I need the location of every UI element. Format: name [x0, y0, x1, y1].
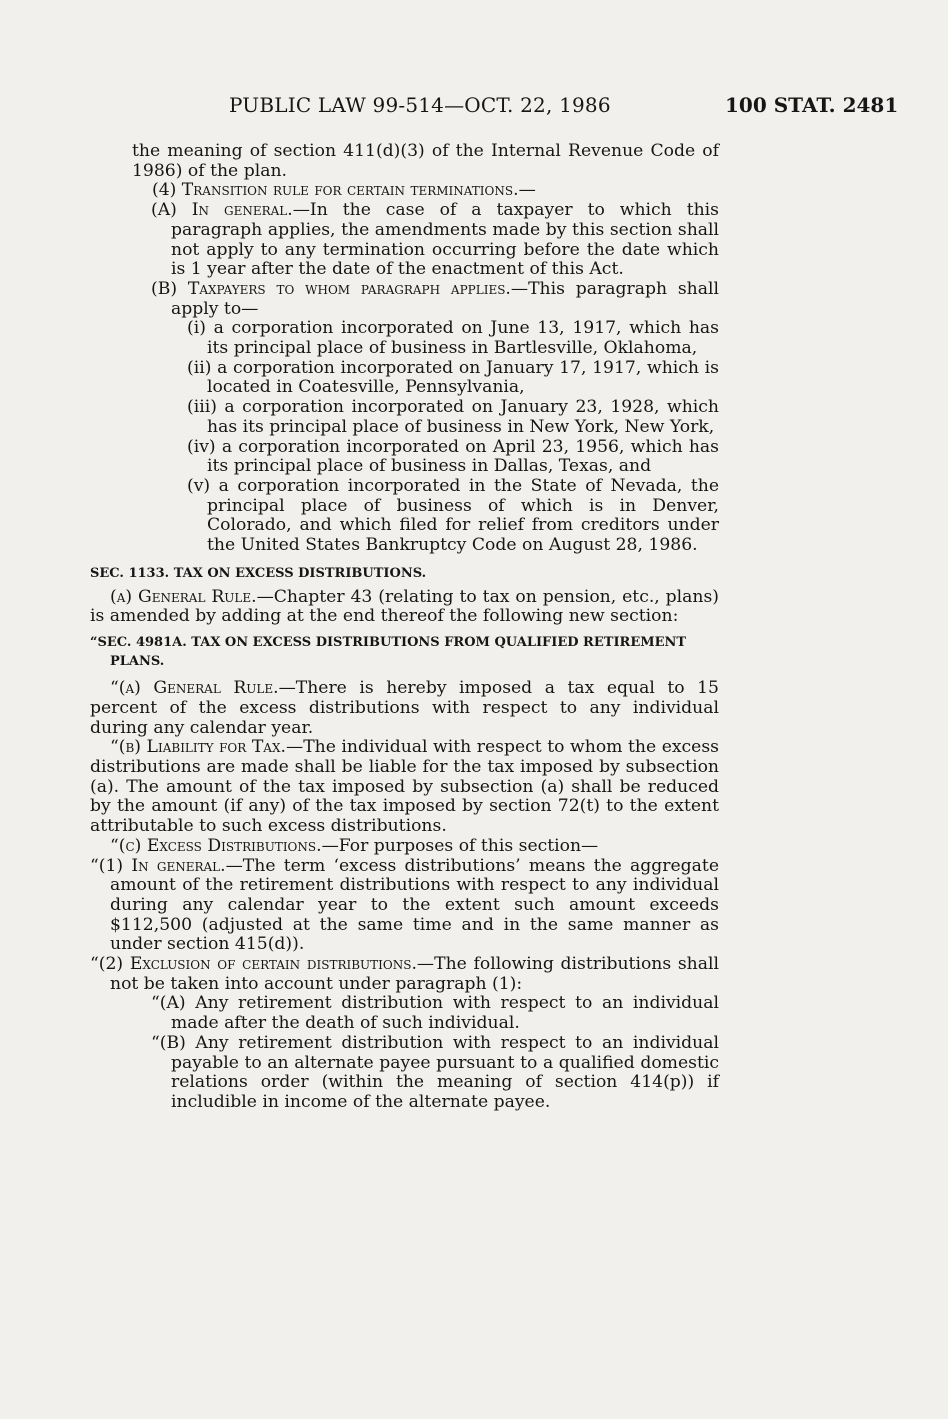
section-1133-a [0, 588, 948, 627]
statute-page-number: 100 STAT. 2481 [725, 93, 899, 117]
paragraph-continuation: the meaning of section 411(d)(3) of the Internal Revenue Code of 1986) of the plan. [132, 141, 719, 181]
section-4981a-b [0, 738, 948, 837]
section-4981a-c-1 [0, 857, 948, 956]
section-4981a-b-body: —The individual with respect to whom the excess distributions are made shall be liable for the tax imposed by subsection (a). The amount of the tax imposed by subsection (a) shall be reduced by the amount (if any) of the tax imposed by section 72(t) to the extent attributable to such excess distributions. [90, 737, 719, 837]
subparagraph-a-heading: (A) In general. [151, 200, 293, 221]
subparagraph-a [0, 201, 948, 280]
section-4981a-a [0, 679, 948, 738]
section-1133-a-body: —Chapter 43 (relating to tax on pension, etc., plans) is amended by adding at the end thereof the following new section: [90, 586, 720, 627]
section-4981a-c [0, 837, 948, 857]
section-4981a-c-1-heading: “(1) In general. [90, 855, 226, 876]
section-1133-a-heading: (a) General Rule. [110, 586, 257, 607]
subparagraph-b-heading: (B) Taxpayers to whom paragraph applies. [151, 278, 511, 299]
subparagraph-b [0, 280, 948, 319]
section-4981a-c-body: —For purposes of this section— [321, 835, 599, 856]
section-4981a-a-body: —There is hereby imposed a tax equal to 15 percent of the excess distributions with respect to any individual during any calendar year. [90, 678, 719, 738]
page-header [0, 93, 948, 127]
section-4981a-c-2-a: “(A) Any retirement distribution with respect to an individual made after the death of such individual. [151, 993, 719, 1034]
section-4981a-c-2-heading: “(2) Exclusion of certain distributions. [90, 954, 417, 975]
section-4981a-c-2 [0, 955, 948, 994]
paragraph-4-heading-text: (4) Transition rule for certain terminations.— [152, 180, 536, 201]
section-4981a-heading: “SEC. 4981A. TAX ON EXCESS DISTRIBUTIONS FROM QUALIFIED RETIREMENT PLANS. [90, 635, 687, 670]
section-4981a-b-heading: “(b) Liability for Tax. [110, 737, 286, 758]
section-4981a-c-2-body: —The following distributions shall not be taken into account under paragraph (1): [110, 954, 719, 994]
clause-iv: (iv) a corporation incorporated on April 23, 1956, which has its principal place of business in Dallas, Texas, and [187, 436, 719, 477]
page-body [0, 142, 948, 1113]
section-4981a-a-heading: “(a) General Rule. [110, 678, 279, 699]
section-4981a-c-1-body: —The term ‘excess distributions’ means the aggregate amount of the retirement distributions with respect to any individual during any calendar year to the extent such amount exceeds $112,500 (adjusted at the same time and in the same manner as under section 415(d)). [110, 855, 720, 955]
running-head-title: PUBLIC LAW 99-514—OCT. 22, 1986 [229, 93, 611, 117]
subparagraph-a-body: —In the case of a taxpayer to which this paragraph applies, the amendments made by this section shall not apply to any termination occurring before the date which is 1 year after the date of the enactment of this Act. [171, 200, 719, 280]
section-4981a-c-heading: “(c) Excess Distributions. [110, 835, 322, 856]
section-1133-heading: SEC. 1133. TAX ON EXCESS DISTRIBUTIONS. [90, 565, 427, 581]
subparagraph-b-body: —This paragraph shall apply to— [171, 278, 719, 319]
clause-iii: (iii) a corporation incorporated on January 23, 1928, which has its principal place of business in New York, New York, [187, 397, 719, 437]
clause-i: (i) a corporation incorporated on June 13, 1917, which has its principal place of business in Bartlesville, Oklahoma, [187, 318, 719, 359]
paragraph-4-heading [0, 181, 948, 201]
section-4981a-c-2-b: “(B) Any retirement distribution with respect to an individual payable to an alternate payee pursuant to a qualified domestic relations order (within the meaning of section 414(p)) if includible in income of the alternate payee. [151, 1032, 719, 1112]
clause-v: (v) a corporation incorporated in the State of Nevada, the principal place of business of which is in Denver, Colorado, and which filed for relief from creditors under the United States Bankruptcy Code on August 28, 1986. [187, 475, 719, 556]
clause-ii: (ii) a corporation incorporated on January 17, 1917, which is located in Coatesville, Pennsylvania, [187, 357, 719, 398]
